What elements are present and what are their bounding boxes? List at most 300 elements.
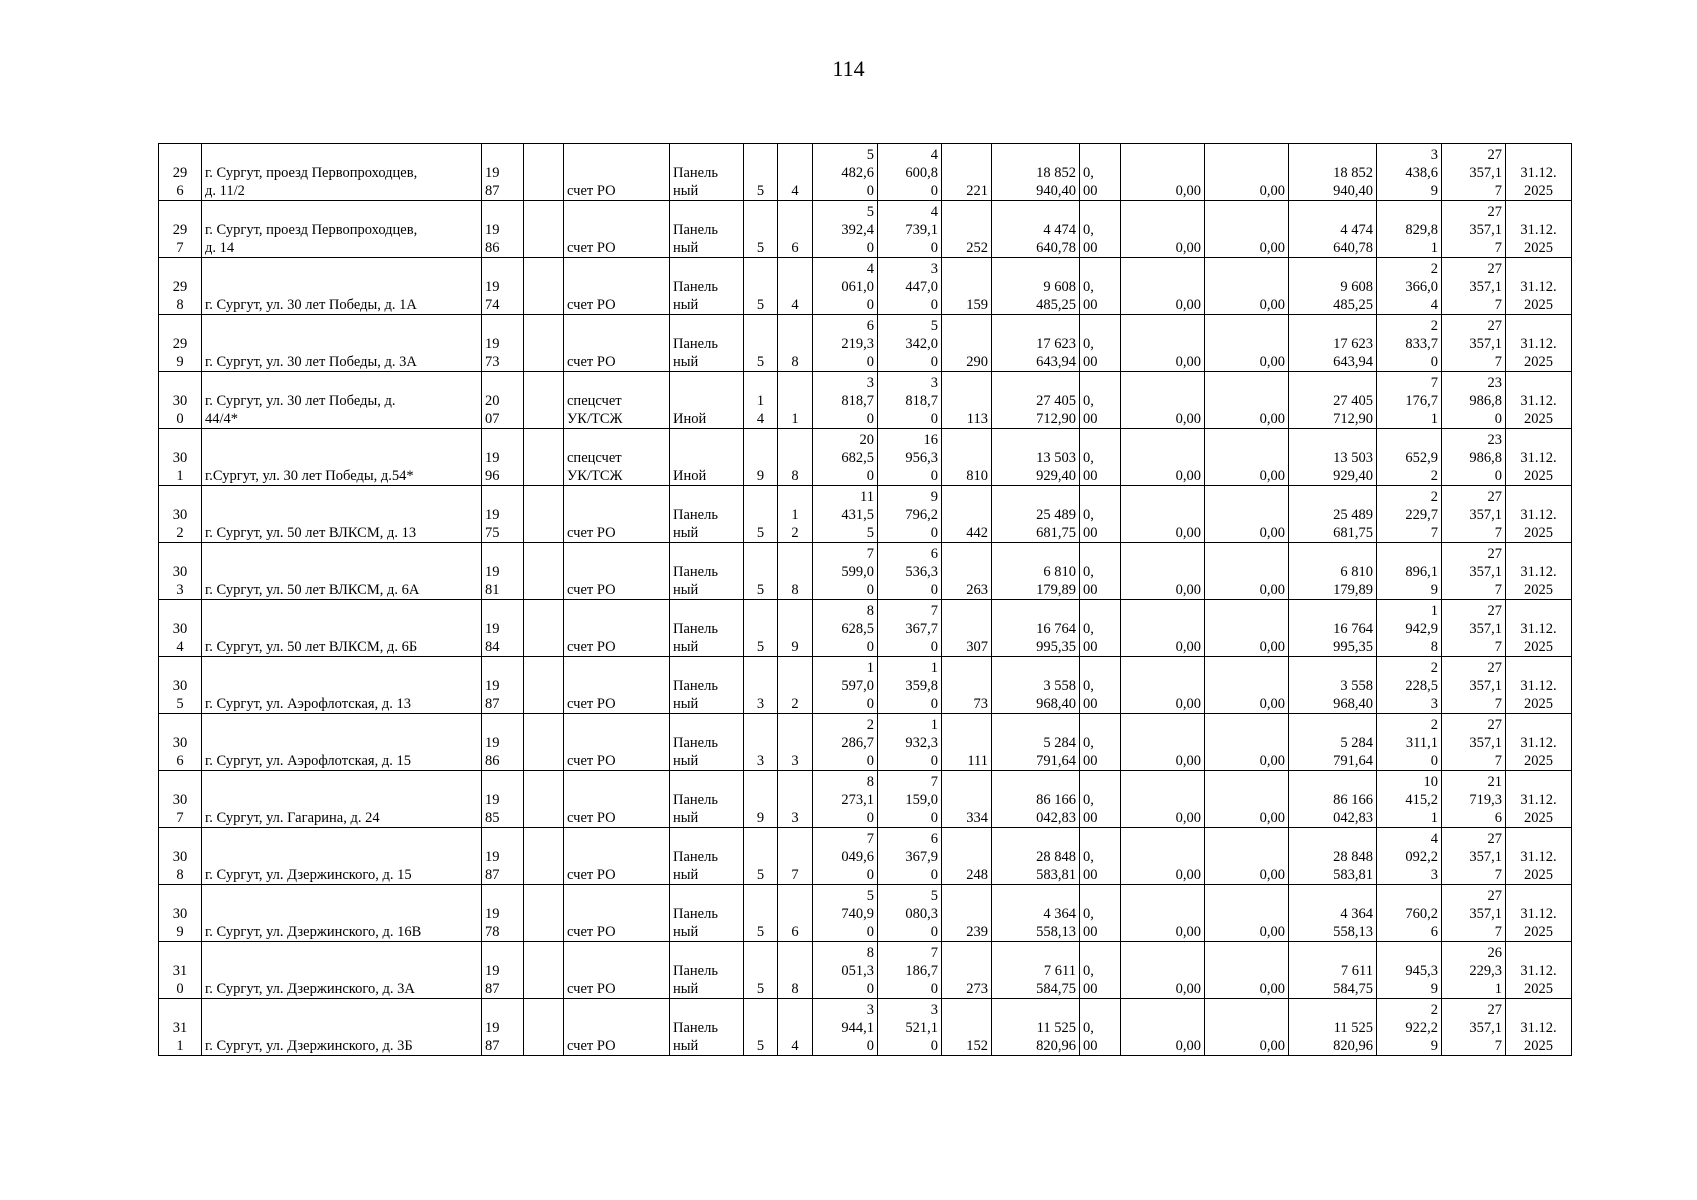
cell-empty (524, 600, 564, 657)
cell-date: 31.12. 2025 (1506, 429, 1572, 486)
cell-c1: 0, 00 (1080, 942, 1121, 999)
cell-c3: 0,00 (1205, 999, 1289, 1056)
table-row (159, 486, 1572, 543)
cell-entrances: 8 (778, 543, 813, 600)
cell-unit-cost: 829,8 1 (1377, 201, 1442, 258)
cell-floors: 5 (744, 885, 778, 942)
cell-material: Панель ный (670, 315, 744, 372)
cell-cost-total: 27 405 712,90 (992, 372, 1080, 429)
table-row (159, 657, 1572, 714)
cell-num: 29 8 (159, 258, 202, 315)
cell-floors: 5 (744, 315, 778, 372)
cell-cost-total: 18 852 940,40 (992, 144, 1080, 201)
table-row (159, 543, 1572, 600)
cell-material: Панель ный (670, 714, 744, 771)
cell-entrances: 3 (778, 771, 813, 828)
cell-c2: 0,00 (1121, 315, 1205, 372)
cell-area-total: 5 392,4 0 (813, 201, 878, 258)
cell-c4: 11 525 820,96 (1289, 999, 1377, 1056)
cell-num: 30 8 (159, 828, 202, 885)
cell-c1: 0, 00 (1080, 144, 1121, 201)
cell-empty (524, 828, 564, 885)
cell-empty (524, 942, 564, 999)
cell-entrances: 6 (778, 885, 813, 942)
page-number: 114 (832, 56, 865, 81)
cell-year: 19 87 (482, 999, 524, 1056)
cell-max-cost: 27 357,1 7 (1442, 543, 1506, 600)
cell-area-total: 5 740,9 0 (813, 885, 878, 942)
cell-max-cost: 27 357,1 7 (1442, 600, 1506, 657)
cell-num: 30 4 (159, 600, 202, 657)
cell-material: Панель ный (670, 657, 744, 714)
cell-material: Панель ный (670, 201, 744, 258)
cell-fund: счет РО (564, 258, 670, 315)
cell-c2: 0,00 (1121, 657, 1205, 714)
cell-empty (524, 144, 564, 201)
cell-fund: счет РО (564, 543, 670, 600)
cell-area-total: 5 482,6 0 (813, 144, 878, 201)
cell-c3: 0,00 (1205, 600, 1289, 657)
cell-max-cost: 27 357,1 7 (1442, 144, 1506, 201)
cell-max-cost: 27 357,1 7 (1442, 201, 1506, 258)
cell-area-living: 3 521,1 0 (878, 999, 942, 1056)
cell-date: 31.12. 2025 (1506, 144, 1572, 201)
cell-empty (524, 429, 564, 486)
cell-num: 30 9 (159, 885, 202, 942)
cell-c1: 0, 00 (1080, 315, 1121, 372)
cell-area-total: 1 597,0 0 (813, 657, 878, 714)
cell-c3: 0,00 (1205, 828, 1289, 885)
cell-c1: 0, 00 (1080, 486, 1121, 543)
cell-residents: 252 (942, 201, 992, 258)
cell-cost-total: 25 489 681,75 (992, 486, 1080, 543)
table-row (159, 372, 1572, 429)
cell-c4: 18 852 940,40 (1289, 144, 1377, 201)
cell-area-living: 4 600,8 0 (878, 144, 942, 201)
table-row (159, 828, 1572, 885)
cell-address: г. Сургут, ул. Дзержинского, д. 3Б (202, 999, 482, 1056)
cell-num: 29 7 (159, 201, 202, 258)
cell-unit-cost: 652,9 2 (1377, 429, 1442, 486)
cell-material: Панель ный (670, 258, 744, 315)
cell-c4: 86 166 042,83 (1289, 771, 1377, 828)
cell-address: г. Сургут, ул. 30 лет Победы, д. 3А (202, 315, 482, 372)
cell-empty (524, 885, 564, 942)
cell-unit-cost: 2 366,0 4 (1377, 258, 1442, 315)
cell-date: 31.12. 2025 (1506, 372, 1572, 429)
cell-c3: 0,00 (1205, 429, 1289, 486)
cell-year: 19 73 (482, 315, 524, 372)
cell-residents: 263 (942, 543, 992, 600)
cell-area-living: 5 080,3 0 (878, 885, 942, 942)
cell-address: г. Сургут, ул. 30 лет Победы, д. 1А (202, 258, 482, 315)
cell-year: 19 85 (482, 771, 524, 828)
cell-residents: 334 (942, 771, 992, 828)
cell-date: 31.12. 2025 (1506, 657, 1572, 714)
cell-c1: 0, 00 (1080, 429, 1121, 486)
cell-year: 19 84 (482, 600, 524, 657)
cell-area-total: 7 049,6 0 (813, 828, 878, 885)
cell-entrances: 8 (778, 429, 813, 486)
cell-cost-total: 5 284 791,64 (992, 714, 1080, 771)
cell-cost-total: 28 848 583,81 (992, 828, 1080, 885)
cell-empty (524, 486, 564, 543)
cell-material: Панель ный (670, 600, 744, 657)
cell-floors: 5 (744, 201, 778, 258)
cell-c1: 0, 00 (1080, 771, 1121, 828)
cell-floors: 5 (744, 942, 778, 999)
cell-material: Панель ный (670, 828, 744, 885)
cell-date: 31.12. 2025 (1506, 999, 1572, 1056)
cell-c2: 0,00 (1121, 714, 1205, 771)
cell-address: г. Сургут, проезд Первопроходцев, д. 14 (202, 201, 482, 258)
table-row (159, 600, 1572, 657)
cell-entrances: 8 (778, 315, 813, 372)
cell-cost-total: 13 503 929,40 (992, 429, 1080, 486)
cell-entrances: 1 2 (778, 486, 813, 543)
cell-c3: 0,00 (1205, 486, 1289, 543)
cell-area-living: 16 956,3 0 (878, 429, 942, 486)
cell-num: 30 3 (159, 543, 202, 600)
cell-date: 31.12. 2025 (1506, 486, 1572, 543)
cell-c1: 0, 00 (1080, 543, 1121, 600)
cell-max-cost: 23 986,8 0 (1442, 429, 1506, 486)
cell-c2: 0,00 (1121, 543, 1205, 600)
cell-residents: 221 (942, 144, 992, 201)
cell-floors: 9 (744, 771, 778, 828)
cell-floors: 5 (744, 144, 778, 201)
cell-area-total: 3 944,1 0 (813, 999, 878, 1056)
cell-cost-total: 4 474 640,78 (992, 201, 1080, 258)
cell-entrances: 7 (778, 828, 813, 885)
cell-c2: 0,00 (1121, 144, 1205, 201)
cell-floors: 5 (744, 543, 778, 600)
cell-residents: 111 (942, 714, 992, 771)
cell-address: г. Сургут, ул. 50 лет ВЛКСМ, д. 13 (202, 486, 482, 543)
cell-unit-cost: 2 833,7 0 (1377, 315, 1442, 372)
cell-date: 31.12. 2025 (1506, 315, 1572, 372)
cell-date: 31.12. 2025 (1506, 885, 1572, 942)
cell-c2: 0,00 (1121, 771, 1205, 828)
cell-max-cost: 27 357,1 7 (1442, 714, 1506, 771)
cell-c4: 27 405 712,90 (1289, 372, 1377, 429)
cell-num: 31 1 (159, 999, 202, 1056)
cell-entrances: 4 (778, 999, 813, 1056)
cell-material: Иной (670, 372, 744, 429)
cell-unit-cost: 2 922,2 9 (1377, 999, 1442, 1056)
cell-year: 19 96 (482, 429, 524, 486)
cell-fund: спецсчет УК/ТСЖ (564, 372, 670, 429)
cell-cost-total: 7 611 584,75 (992, 942, 1080, 999)
cell-c2: 0,00 (1121, 999, 1205, 1056)
cell-c3: 0,00 (1205, 543, 1289, 600)
cell-date: 31.12. 2025 (1506, 714, 1572, 771)
cell-c2: 0,00 (1121, 258, 1205, 315)
cell-area-total: 4 061,0 0 (813, 258, 878, 315)
cell-cost-total: 6 810 179,89 (992, 543, 1080, 600)
cell-fund: счет РО (564, 942, 670, 999)
cell-max-cost: 27 357,1 7 (1442, 657, 1506, 714)
cell-unit-cost: 896,1 9 (1377, 543, 1442, 600)
cell-fund: счет РО (564, 201, 670, 258)
table-row (159, 942, 1572, 999)
cell-area-total: 8 051,3 0 (813, 942, 878, 999)
cell-fund: счет РО (564, 828, 670, 885)
cell-address: г. Сургут, проезд Первопроходцев, д. 11/2 (202, 144, 482, 201)
cell-num: 30 0 (159, 372, 202, 429)
cell-floors: 9 (744, 429, 778, 486)
cell-c4: 7 611 584,75 (1289, 942, 1377, 999)
cell-cost-total: 86 166 042,83 (992, 771, 1080, 828)
cell-max-cost: 23 986,8 0 (1442, 372, 1506, 429)
cell-c2: 0,00 (1121, 201, 1205, 258)
cell-max-cost: 27 357,1 7 (1442, 258, 1506, 315)
cell-area-living: 7 159,0 0 (878, 771, 942, 828)
cell-num: 30 7 (159, 771, 202, 828)
cell-c3: 0,00 (1205, 771, 1289, 828)
table-row (159, 885, 1572, 942)
cell-c4: 28 848 583,81 (1289, 828, 1377, 885)
cell-c4: 4 474 640,78 (1289, 201, 1377, 258)
cell-max-cost: 21 719,3 6 (1442, 771, 1506, 828)
cell-area-living: 6 367,9 0 (878, 828, 942, 885)
table-row (159, 258, 1572, 315)
cell-unit-cost: 945,3 9 (1377, 942, 1442, 999)
cell-area-living: 9 796,2 0 (878, 486, 942, 543)
cell-entrances: 8 (778, 942, 813, 999)
cell-c3: 0,00 (1205, 885, 1289, 942)
cell-cost-total: 16 764 995,35 (992, 600, 1080, 657)
cell-c2: 0,00 (1121, 429, 1205, 486)
cell-year: 19 78 (482, 885, 524, 942)
cell-num: 30 2 (159, 486, 202, 543)
cell-c4: 13 503 929,40 (1289, 429, 1377, 486)
table-row (159, 144, 1572, 201)
cell-area-living: 1 359,8 0 (878, 657, 942, 714)
cell-num: 30 1 (159, 429, 202, 486)
cell-date: 31.12. 2025 (1506, 201, 1572, 258)
cell-floors: 5 (744, 999, 778, 1056)
cell-entrances: 9 (778, 600, 813, 657)
cell-num: 30 6 (159, 714, 202, 771)
cell-address: г. Сургут, ул. Дзержинского, д. 15 (202, 828, 482, 885)
cell-empty (524, 201, 564, 258)
cell-fund: счет РО (564, 771, 670, 828)
cell-unit-cost: 1 942,9 8 (1377, 600, 1442, 657)
cell-c3: 0,00 (1205, 201, 1289, 258)
table-row (159, 714, 1572, 771)
cell-area-living: 3 818,7 0 (878, 372, 942, 429)
cell-fund: счет РО (564, 315, 670, 372)
cell-num: 31 0 (159, 942, 202, 999)
cell-residents: 113 (942, 372, 992, 429)
cell-fund: счет РО (564, 885, 670, 942)
cell-c3: 0,00 (1205, 714, 1289, 771)
cell-address: г. Сургут, ул. 50 лет ВЛКСМ, д. 6Б (202, 600, 482, 657)
cell-c4: 4 364 558,13 (1289, 885, 1377, 942)
cell-unit-cost: 2 229,7 7 (1377, 486, 1442, 543)
cell-material: Панель ный (670, 486, 744, 543)
cell-c2: 0,00 (1121, 372, 1205, 429)
cell-material: Панель ный (670, 885, 744, 942)
cell-entrances: 6 (778, 201, 813, 258)
cell-c4: 6 810 179,89 (1289, 543, 1377, 600)
cell-address: г. Сургут, ул. Дзержинского, д. 3А (202, 942, 482, 999)
table-row (159, 429, 1572, 486)
cell-area-living: 5 342,0 0 (878, 315, 942, 372)
cell-c1: 0, 00 (1080, 828, 1121, 885)
cell-max-cost: 27 357,1 7 (1442, 486, 1506, 543)
cell-empty (524, 771, 564, 828)
cell-num: 30 5 (159, 657, 202, 714)
cell-fund: счет РО (564, 144, 670, 201)
cell-entrances: 3 (778, 714, 813, 771)
cell-max-cost: 26 229,3 1 (1442, 942, 1506, 999)
cell-floors: 1 4 (744, 372, 778, 429)
cell-residents: 152 (942, 999, 992, 1056)
cell-c1: 0, 00 (1080, 885, 1121, 942)
cell-c1: 0, 00 (1080, 201, 1121, 258)
cell-area-living: 3 447,0 0 (878, 258, 942, 315)
cell-area-living: 6 536,3 0 (878, 543, 942, 600)
cell-date: 31.12. 2025 (1506, 543, 1572, 600)
cell-floors: 5 (744, 258, 778, 315)
cell-empty (524, 657, 564, 714)
cell-c3: 0,00 (1205, 657, 1289, 714)
cell-area-living: 7 186,7 0 (878, 942, 942, 999)
cell-num: 29 9 (159, 315, 202, 372)
cell-area-total: 6 219,3 0 (813, 315, 878, 372)
cell-year: 19 75 (482, 486, 524, 543)
cell-c2: 0,00 (1121, 486, 1205, 543)
cell-address: г.Сургут, ул. 30 лет Победы, д.54* (202, 429, 482, 486)
cell-year: 19 87 (482, 828, 524, 885)
cell-area-total: 8 273,1 0 (813, 771, 878, 828)
cell-year: 19 87 (482, 657, 524, 714)
cell-area-living: 4 739,1 0 (878, 201, 942, 258)
cell-unit-cost: 760,2 6 (1377, 885, 1442, 942)
cell-area-total: 7 599,0 0 (813, 543, 878, 600)
cell-material: Панель ный (670, 999, 744, 1056)
cell-c4: 3 558 968,40 (1289, 657, 1377, 714)
cell-empty (524, 714, 564, 771)
cell-residents: 273 (942, 942, 992, 999)
table-row (159, 771, 1572, 828)
cell-c4: 5 284 791,64 (1289, 714, 1377, 771)
cell-address: г. Сургут, ул. 50 лет ВЛКСМ, д. 6А (202, 543, 482, 600)
cell-c2: 0,00 (1121, 600, 1205, 657)
cell-residents: 442 (942, 486, 992, 543)
cell-max-cost: 27 357,1 7 (1442, 885, 1506, 942)
cell-empty (524, 372, 564, 429)
cell-c3: 0,00 (1205, 372, 1289, 429)
cell-c2: 0,00 (1121, 828, 1205, 885)
cell-empty (524, 999, 564, 1056)
cell-address: г. Сургут, ул. 30 лет Победы, д. 44/4* (202, 372, 482, 429)
cell-c1: 0, 00 (1080, 999, 1121, 1056)
cell-area-total: 20 682,5 0 (813, 429, 878, 486)
cell-residents: 307 (942, 600, 992, 657)
cell-c4: 25 489 681,75 (1289, 486, 1377, 543)
cell-year: 19 81 (482, 543, 524, 600)
cell-floors: 5 (744, 600, 778, 657)
cell-residents: 290 (942, 315, 992, 372)
cell-floors: 5 (744, 486, 778, 543)
cell-cost-total: 3 558 968,40 (992, 657, 1080, 714)
cell-material: Панель ный (670, 771, 744, 828)
cell-address: г. Сургут, ул. Аэрофлотская, д. 13 (202, 657, 482, 714)
cell-area-total: 11 431,5 5 (813, 486, 878, 543)
cell-unit-cost: 2 311,1 0 (1377, 714, 1442, 771)
cell-residents: 73 (942, 657, 992, 714)
cell-num: 29 6 (159, 144, 202, 201)
cell-entrances: 4 (778, 258, 813, 315)
cell-fund: счет РО (564, 999, 670, 1056)
cell-residents: 239 (942, 885, 992, 942)
cell-max-cost: 27 357,1 7 (1442, 828, 1506, 885)
cell-empty (524, 543, 564, 600)
cell-entrances: 4 (778, 144, 813, 201)
table-row (159, 315, 1572, 372)
cell-year: 19 74 (482, 258, 524, 315)
cell-address: г. Сургут, ул. Гагарина, д. 24 (202, 771, 482, 828)
cell-residents: 159 (942, 258, 992, 315)
cell-floors: 3 (744, 714, 778, 771)
cell-cost-total: 17 623 643,94 (992, 315, 1080, 372)
cell-cost-total: 11 525 820,96 (992, 999, 1080, 1056)
cell-max-cost: 27 357,1 7 (1442, 999, 1506, 1056)
cell-date: 31.12. 2025 (1506, 600, 1572, 657)
cell-material: Панель ный (670, 144, 744, 201)
cell-c1: 0, 00 (1080, 657, 1121, 714)
cell-area-total: 2 286,7 0 (813, 714, 878, 771)
table-row (159, 201, 1572, 258)
cell-unit-cost: 10 415,2 1 (1377, 771, 1442, 828)
cell-area-living: 7 367,7 0 (878, 600, 942, 657)
cell-c2: 0,00 (1121, 942, 1205, 999)
cell-area-living: 1 932,3 0 (878, 714, 942, 771)
cell-date: 31.12. 2025 (1506, 258, 1572, 315)
cell-empty (524, 258, 564, 315)
cell-year: 19 87 (482, 144, 524, 201)
cell-area-total: 3 818,7 0 (813, 372, 878, 429)
cell-c3: 0,00 (1205, 144, 1289, 201)
cell-fund: спецсчет УК/ТСЖ (564, 429, 670, 486)
cell-c3: 0,00 (1205, 315, 1289, 372)
cell-date: 31.12. 2025 (1506, 771, 1572, 828)
cell-address: г. Сургут, ул. Дзержинского, д. 16В (202, 885, 482, 942)
cell-year: 19 86 (482, 201, 524, 258)
cell-c4: 17 623 643,94 (1289, 315, 1377, 372)
cell-c4: 16 764 995,35 (1289, 600, 1377, 657)
cell-floors: 5 (744, 828, 778, 885)
table-row (159, 999, 1572, 1056)
cell-empty (524, 315, 564, 372)
cell-fund: счет РО (564, 600, 670, 657)
cell-c2: 0,00 (1121, 885, 1205, 942)
cell-residents: 810 (942, 429, 992, 486)
cell-cost-total: 9 608 485,25 (992, 258, 1080, 315)
cell-c1: 0, 00 (1080, 372, 1121, 429)
cell-cost-total: 4 364 558,13 (992, 885, 1080, 942)
cell-c3: 0,00 (1205, 942, 1289, 999)
cell-material: Панель ный (670, 942, 744, 999)
cell-entrances: 2 (778, 657, 813, 714)
cell-c1: 0, 00 (1080, 258, 1121, 315)
cell-area-total: 8 628,5 0 (813, 600, 878, 657)
cell-fund: счет РО (564, 486, 670, 543)
cell-residents: 248 (942, 828, 992, 885)
